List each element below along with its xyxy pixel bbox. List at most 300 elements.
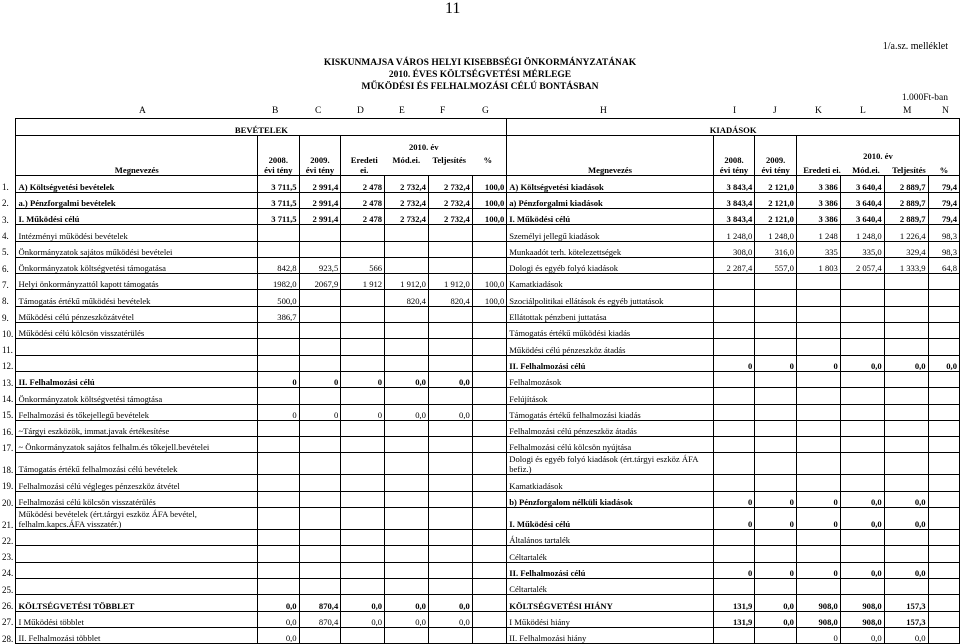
left-value-cell — [472, 339, 506, 355]
column-letter: H — [600, 106, 607, 116]
right-value-cell — [928, 595, 959, 611]
left-value-cell — [472, 241, 506, 257]
right-value-cell — [884, 371, 928, 387]
right-value-cell — [796, 388, 840, 404]
right-value-cell: 64,8 — [928, 257, 959, 273]
header-evi-teny: évi tény — [719, 164, 749, 175]
left-value-cell — [472, 420, 506, 436]
right-value-cell: 1 803 — [796, 257, 840, 273]
right-value-cell — [928, 437, 959, 453]
right-value-cell: 131,9 — [713, 611, 755, 627]
right-value-cell — [928, 578, 959, 594]
right-value-cell — [884, 339, 928, 355]
left-value-cell — [385, 578, 429, 594]
table-row — [0, 290, 960, 306]
left-value-cell — [428, 562, 472, 578]
header-eredeti: Eredeti — [350, 155, 378, 166]
right-value-cell: 329,4 — [884, 241, 928, 257]
column-letter: B — [272, 106, 279, 116]
right-value-cell: 3 386 — [796, 176, 840, 192]
row-number: 22. — [2, 535, 14, 546]
right-value-cell — [755, 339, 797, 355]
left-item-label: A) Költségvetési bevételek — [16, 176, 258, 192]
header-evi-teny: évi tény — [305, 164, 335, 175]
left-value-cell — [472, 355, 506, 371]
right-value-cell — [928, 546, 959, 562]
right-value-cell: 98,3 — [928, 241, 959, 257]
right-value-cell — [928, 453, 959, 475]
right-value-cell: 0,0 — [928, 355, 959, 371]
table-row — [0, 611, 960, 627]
right-value-cell: 0 — [796, 562, 840, 578]
row-number: 8. — [2, 296, 9, 307]
left-item-label: I Működési többlet — [16, 611, 258, 627]
right-value-cell: 316,0 — [755, 241, 797, 257]
left-item-label: Önkormányzatok költségvetési támogtása — [16, 388, 258, 404]
right-value-cell — [884, 404, 928, 420]
left-value-cell — [472, 627, 506, 643]
column-header-row — [0, 136, 960, 176]
left-value-cell: 0,0 — [385, 371, 429, 387]
left-value-cell — [341, 562, 385, 578]
table-row — [0, 627, 960, 643]
left-value-cell: 1 912,0 — [428, 274, 472, 290]
header-pct: % — [483, 155, 493, 166]
left-value-cell — [299, 306, 341, 322]
right-value-cell: 1 248,0 — [755, 225, 797, 241]
left-value-cell — [385, 306, 429, 322]
left-value-cell — [257, 241, 299, 257]
right-value-cell — [928, 627, 959, 643]
left-value-cell — [341, 241, 385, 257]
left-value-cell: 2 732,4 — [428, 208, 472, 224]
right-value-cell — [884, 290, 928, 306]
left-value-cell: 500,0 — [257, 290, 299, 306]
right-item-label: Kamatkiadások — [507, 274, 713, 290]
header-megnevezes-left: Megnevezés — [16, 136, 258, 176]
right-value-cell — [840, 530, 884, 546]
right-value-cell — [928, 491, 959, 507]
header-teljesites: Teljesítés — [892, 164, 926, 175]
header-2010-right — [796, 136, 959, 176]
left-item-label: a.) Pénzforgalmi bevételek — [16, 192, 258, 208]
right-value-cell: 1 248 — [796, 225, 840, 241]
right-item-label: Felhalmozási célú kölcsön nyújtása — [507, 437, 713, 453]
right-item-label: Működési célú pénzeszköz átadás — [507, 339, 713, 355]
right-value-cell: 335 — [796, 241, 840, 257]
left-value-cell: 2 732,4 — [385, 176, 429, 192]
right-value-cell — [755, 530, 797, 546]
right-value-cell — [713, 274, 755, 290]
left-value-cell: 3 711,5 — [257, 208, 299, 224]
column-letter: J — [773, 106, 777, 116]
right-value-cell: 0,0 — [840, 562, 884, 578]
left-value-cell: 2 732,4 — [428, 176, 472, 192]
right-value-cell — [884, 578, 928, 594]
right-value-cell: 0 — [713, 508, 755, 530]
table-row — [0, 274, 960, 290]
table-row — [0, 388, 960, 404]
right-value-cell — [755, 453, 797, 475]
right-value-cell — [840, 404, 884, 420]
right-value-cell — [884, 274, 928, 290]
right-value-cell — [840, 578, 884, 594]
left-value-cell: 2 732,4 — [428, 192, 472, 208]
left-value-cell: 3 711,5 — [257, 176, 299, 192]
right-value-cell — [928, 508, 959, 530]
left-value-cell — [428, 420, 472, 436]
right-value-cell: 0,0 — [840, 491, 884, 507]
right-value-cell — [755, 627, 797, 643]
left-item-label: Helyi önkormányzattól kapott támogatás — [16, 274, 258, 290]
right-value-cell — [796, 530, 840, 546]
left-item-label — [16, 546, 258, 562]
right-value-cell — [713, 371, 755, 387]
right-value-cell — [928, 388, 959, 404]
budget-table — [0, 118, 960, 644]
left-value-cell — [341, 508, 385, 530]
right-value-cell — [840, 475, 884, 491]
left-value-cell: 0 — [299, 371, 341, 387]
column-letter: F — [440, 106, 446, 116]
right-value-cell: 908,0 — [840, 611, 884, 627]
header-year: 2008. — [268, 155, 288, 166]
right-value-cell: 3 640,4 — [840, 208, 884, 224]
right-value-cell — [840, 290, 884, 306]
left-value-cell — [299, 323, 341, 339]
left-value-cell — [299, 546, 341, 562]
left-value-cell — [385, 339, 429, 355]
right-value-cell: 1 226,4 — [884, 225, 928, 241]
right-value-cell: 3 386 — [796, 192, 840, 208]
right-value-cell — [796, 274, 840, 290]
left-value-cell: 100,0 — [472, 274, 506, 290]
right-value-cell — [713, 475, 755, 491]
left-item-label: ~ Önkormányzatok sajátos felhalm.és tőkejell.bevételei — [16, 437, 258, 453]
left-value-cell — [385, 491, 429, 507]
table-row — [0, 546, 960, 562]
right-value-cell: 2 889,7 — [884, 192, 928, 208]
left-value-cell — [299, 290, 341, 306]
right-value-cell — [796, 371, 840, 387]
left-value-cell — [428, 339, 472, 355]
left-item-label: KÖLTSÉGVETÉSI TÖBBLET — [16, 595, 258, 611]
right-item-label: Felhalmozások — [507, 371, 713, 387]
left-value-cell: 820,4 — [428, 290, 472, 306]
table-row — [0, 257, 960, 273]
table-row — [0, 404, 960, 420]
column-letter: I — [733, 106, 737, 116]
right-value-cell: 157,3 — [884, 595, 928, 611]
right-value-cell: 908,0 — [840, 595, 884, 611]
right-value-cell — [755, 371, 797, 387]
unit-label: 1.000Ft-ban — [901, 93, 948, 103]
header-teljesites: Teljesítés — [432, 155, 467, 166]
right-item-label: II. Felhalmozási célú — [507, 355, 713, 371]
left-item-label: Működési célú pénzeszközátvétel — [16, 306, 258, 322]
right-value-cell: 2 057,4 — [840, 257, 884, 273]
row-number: 21. — [2, 519, 14, 530]
right-value-cell: 0,0 — [884, 627, 928, 643]
left-value-cell — [428, 491, 472, 507]
left-value-cell — [428, 388, 472, 404]
table-row — [0, 420, 960, 436]
left-value-cell — [428, 437, 472, 453]
left-value-cell: 0,0 — [428, 595, 472, 611]
row-number: 16. — [2, 426, 14, 437]
left-item-label: Támogatás értékű működési bevételek — [16, 290, 258, 306]
left-value-cell: 100,0 — [472, 290, 506, 306]
left-value-cell: 870,4 — [299, 595, 341, 611]
right-value-cell: 2 889,7 — [884, 176, 928, 192]
page-number: 11 — [445, 0, 461, 17]
right-value-cell — [796, 420, 840, 436]
right-value-cell: 335,0 — [840, 241, 884, 257]
left-value-cell — [385, 453, 429, 475]
left-value-cell — [299, 355, 341, 371]
left-value-cell — [385, 323, 429, 339]
right-value-cell: 557,0 — [755, 257, 797, 273]
left-item-label — [16, 355, 258, 371]
left-value-cell — [299, 562, 341, 578]
table-row — [0, 578, 960, 594]
right-item-label: Szociálpolitikai ellátások és egyéb juttatások — [507, 290, 713, 306]
column-letter: A — [139, 106, 146, 116]
left-item-label: Működési bevételek (ért.tárgyi eszköz ÁFA bevétel, felhalm.kapcs.ÁFA visszatér.) — [16, 508, 258, 530]
left-item-label: Felhalmozási és tőkejellegű bevételek — [16, 404, 258, 420]
left-value-cell: 1 912,0 — [385, 274, 429, 290]
right-value-cell — [928, 339, 959, 355]
right-value-cell: 3 386 — [796, 208, 840, 224]
right-value-cell: 3 640,4 — [840, 192, 884, 208]
right-value-cell: 0,0 — [840, 355, 884, 371]
right-value-cell: 79,4 — [928, 208, 959, 224]
right-value-cell: 2 121,0 — [755, 208, 797, 224]
header-eredeti-ei: Eredeti ei. — [803, 164, 841, 175]
table-row — [0, 475, 960, 491]
table-row — [0, 225, 960, 241]
row-number: 12. — [2, 361, 14, 372]
left-item-label — [16, 578, 258, 594]
right-value-cell — [713, 388, 755, 404]
left-value-cell — [299, 530, 341, 546]
left-value-cell: 2067,9 — [299, 274, 341, 290]
right-item-label: Személyi jellegű kiadások — [507, 225, 713, 241]
right-value-cell: 79,4 — [928, 192, 959, 208]
right-value-cell: 2 121,0 — [755, 176, 797, 192]
right-item-label: II. Felhalmozási célú — [507, 562, 713, 578]
left-value-cell — [299, 437, 341, 453]
left-value-cell: 842,8 — [257, 257, 299, 273]
right-value-cell — [713, 306, 755, 322]
left-value-cell: 0,0 — [428, 404, 472, 420]
left-value-cell — [257, 225, 299, 241]
left-value-cell — [299, 420, 341, 436]
right-value-cell — [840, 388, 884, 404]
annex-label: 1/a.sz. melléklet — [882, 41, 948, 52]
header-pct: % — [939, 164, 949, 175]
right-value-cell: 1 333,9 — [884, 257, 928, 273]
right-value-cell — [884, 388, 928, 404]
right-value-cell: 3 640,4 — [840, 176, 884, 192]
table-row — [0, 306, 960, 322]
left-value-cell — [299, 578, 341, 594]
left-value-cell: 870,4 — [299, 611, 341, 627]
left-item-label: II. Felhalmozási célú — [16, 371, 258, 387]
left-value-cell — [472, 388, 506, 404]
right-value-cell — [755, 274, 797, 290]
right-value-cell: 3 843,4 — [713, 192, 755, 208]
left-value-cell: 566 — [341, 257, 385, 273]
left-value-cell — [428, 225, 472, 241]
left-value-cell: 2 478 — [341, 176, 385, 192]
right-item-label: Kamatkiadások — [507, 475, 713, 491]
row-number: 25. — [2, 584, 14, 595]
section-kiadasok: KIADÁSOK — [507, 119, 960, 136]
right-value-cell — [713, 339, 755, 355]
header-evi-teny: évi tény — [761, 164, 790, 175]
left-value-cell: 0,0 — [428, 371, 472, 387]
right-value-cell: 308,0 — [713, 241, 755, 257]
left-value-cell — [341, 290, 385, 306]
right-value-cell: 0,0 — [884, 508, 928, 530]
right-item-label: I. Működési célú — [507, 208, 713, 224]
left-value-cell: 386,7 — [257, 306, 299, 322]
right-value-cell: 1 248,0 — [713, 225, 755, 241]
right-value-cell: 0,0 — [884, 562, 928, 578]
row-number: 27. — [2, 617, 14, 628]
left-value-cell — [257, 491, 299, 507]
right-value-cell: 157,3 — [884, 611, 928, 627]
right-value-cell — [928, 530, 959, 546]
right-value-cell — [755, 420, 797, 436]
right-value-cell — [884, 323, 928, 339]
right-value-cell — [884, 306, 928, 322]
table-row — [0, 562, 960, 578]
left-item-label: Támogatás értékű felhalmozási célú bevételek — [16, 453, 258, 475]
right-item-label: KÖLTSÉGVETÉSI HIÁNY — [507, 595, 713, 611]
right-value-cell — [884, 453, 928, 475]
left-value-cell — [257, 508, 299, 530]
left-value-cell — [257, 323, 299, 339]
left-value-cell: 0,0 — [428, 611, 472, 627]
header-megnevezes-right: Megnevezés — [507, 136, 713, 176]
left-value-cell: 0,0 — [385, 611, 429, 627]
left-value-cell: 0 — [299, 404, 341, 420]
right-value-cell: 0 — [713, 562, 755, 578]
left-value-cell — [385, 627, 429, 643]
row-number: 3. — [2, 214, 9, 225]
left-value-cell — [341, 546, 385, 562]
table-row — [0, 491, 960, 507]
right-value-cell: 0,0 — [755, 611, 797, 627]
right-value-cell: 0 — [713, 491, 755, 507]
left-value-cell — [472, 611, 506, 627]
left-value-cell — [385, 257, 429, 273]
row-number: 7. — [2, 279, 9, 290]
right-value-cell — [884, 420, 928, 436]
right-item-label: b) Pénzforgalom nélküli kiadások — [507, 491, 713, 507]
left-value-cell: 0 — [257, 404, 299, 420]
row-number: 23. — [2, 552, 14, 563]
left-value-cell — [341, 388, 385, 404]
left-value-cell: 2 991,4 — [299, 192, 341, 208]
left-value-cell: 0 — [341, 371, 385, 387]
left-value-cell — [257, 339, 299, 355]
right-item-label: Felhalmozási célú pénzeszköz átadás — [507, 420, 713, 436]
left-value-cell — [299, 627, 341, 643]
left-value-cell — [428, 355, 472, 371]
right-item-label: A) Költségvetési kiadások — [507, 176, 713, 192]
row-number: 10. — [2, 328, 14, 339]
right-value-cell — [840, 546, 884, 562]
section-header-row — [0, 119, 960, 136]
left-value-cell: 0,0 — [341, 595, 385, 611]
left-value-cell — [385, 530, 429, 546]
right-value-cell: 2 287,4 — [713, 257, 755, 273]
table-row — [0, 176, 960, 192]
table-row — [0, 208, 960, 224]
left-value-cell — [341, 475, 385, 491]
right-item-label: a) Pénzforgalmi kiadások — [507, 192, 713, 208]
header-year: 2010. év — [408, 141, 439, 152]
left-value-cell — [385, 388, 429, 404]
right-item-label: Céltartalék — [507, 578, 713, 594]
right-item-label: II. Felhalmozási hiány — [507, 627, 713, 643]
row-number: 28. — [2, 633, 14, 644]
left-value-cell — [341, 578, 385, 594]
right-value-cell — [796, 339, 840, 355]
right-value-cell — [928, 611, 959, 627]
right-value-cell: 0 — [796, 508, 840, 530]
left-value-cell — [472, 306, 506, 322]
left-value-cell — [257, 530, 299, 546]
right-value-cell — [840, 339, 884, 355]
left-value-cell — [428, 546, 472, 562]
left-value-cell — [385, 475, 429, 491]
row-number: 15. — [2, 410, 14, 421]
header-year: 2009. — [310, 155, 330, 166]
right-value-cell — [840, 371, 884, 387]
table-row — [0, 595, 960, 611]
left-value-cell — [428, 241, 472, 257]
left-value-cell: 1982,0 — [257, 274, 299, 290]
left-value-cell — [385, 241, 429, 257]
right-value-cell — [755, 404, 797, 420]
header-ei: ei. — [360, 164, 369, 175]
left-value-cell: 2 478 — [341, 192, 385, 208]
right-value-cell — [796, 475, 840, 491]
right-value-cell: 0 — [755, 355, 797, 371]
right-value-cell: 131,9 — [713, 595, 755, 611]
left-value-cell — [472, 530, 506, 546]
row-number: 14. — [2, 394, 14, 405]
left-value-cell — [341, 339, 385, 355]
left-value-cell — [472, 595, 506, 611]
left-value-cell — [385, 355, 429, 371]
row-number: 2. — [2, 198, 9, 209]
left-value-cell — [341, 306, 385, 322]
left-value-cell — [257, 420, 299, 436]
left-value-cell — [257, 578, 299, 594]
left-value-cell — [341, 530, 385, 546]
left-value-cell — [299, 508, 341, 530]
right-value-cell — [796, 323, 840, 339]
row-number: 1. — [2, 182, 9, 193]
section-bevetelek: BEVÉTELEK — [16, 119, 507, 136]
left-value-cell: 0,0 — [385, 404, 429, 420]
column-letter: G — [482, 106, 489, 116]
